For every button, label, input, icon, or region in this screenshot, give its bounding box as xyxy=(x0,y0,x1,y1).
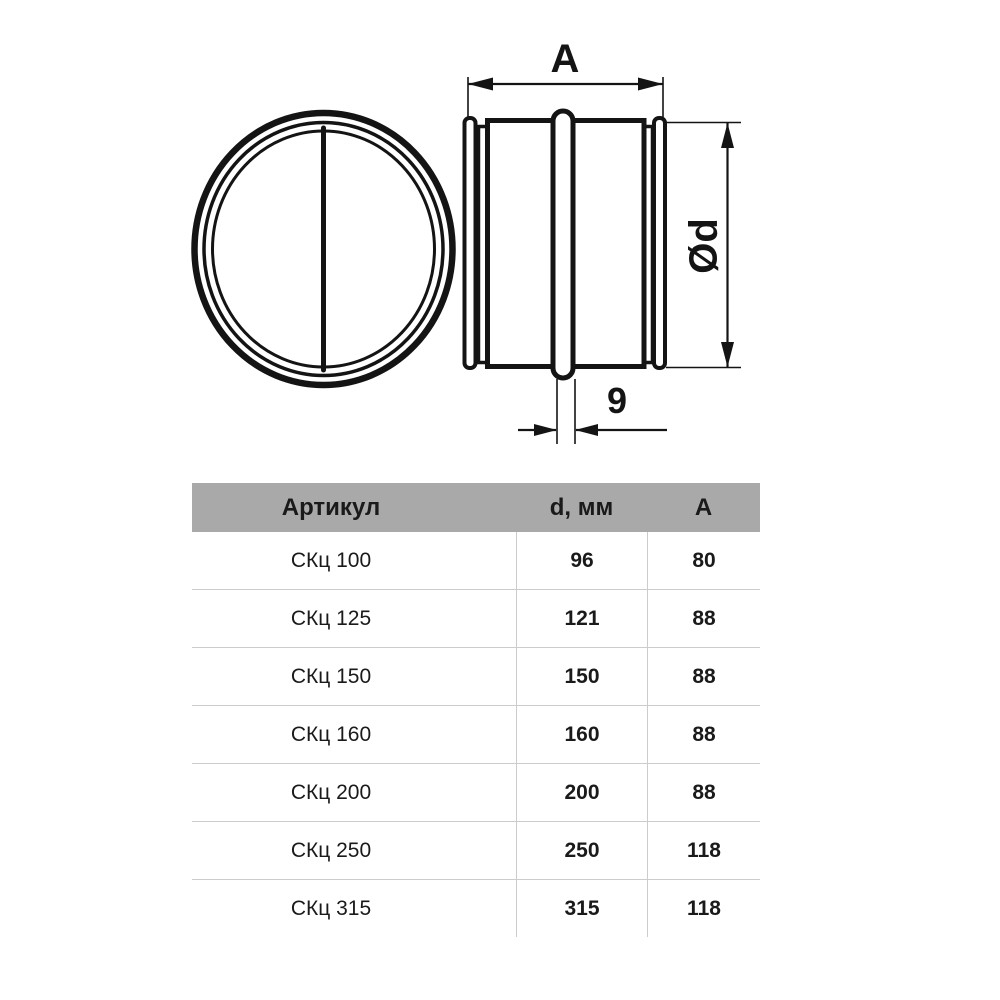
dimension-width-A xyxy=(468,37,663,117)
col-header-article: Артикул xyxy=(281,493,381,521)
table-row xyxy=(192,532,760,590)
cell-article: СКц 150 xyxy=(290,664,372,688)
left-lip-flange xyxy=(465,118,476,368)
cell-article: СКц 160 xyxy=(290,722,372,746)
dim-width-label: A xyxy=(550,37,580,81)
col-header-a: А xyxy=(694,493,713,521)
cell-a: 88 xyxy=(647,590,760,647)
cell-a: 88 xyxy=(647,648,760,705)
table-row xyxy=(192,764,760,822)
cell-article: СКц 100 xyxy=(290,548,372,572)
arrow-right-small-icon xyxy=(534,424,557,436)
center-bead-rib xyxy=(553,111,573,378)
table-row xyxy=(192,648,760,706)
arrow-down-icon xyxy=(721,342,734,367)
cell-d: 160 xyxy=(516,706,647,763)
arrow-up-icon xyxy=(721,123,734,148)
spec-table-header xyxy=(192,483,760,532)
dim-seam-label: 9 xyxy=(606,380,628,421)
table-row xyxy=(192,590,760,648)
cell-d: 121 xyxy=(516,590,647,647)
cell-d: 250 xyxy=(516,822,647,879)
table-row xyxy=(192,822,760,880)
spec-table xyxy=(192,483,760,937)
right-lip-flange xyxy=(654,118,665,368)
col-header-d: d, мм xyxy=(549,493,614,521)
front-view xyxy=(195,113,453,385)
cell-a: 118 xyxy=(647,880,760,937)
cell-a: 88 xyxy=(647,764,760,821)
technical-drawing xyxy=(0,0,1000,470)
cell-a: 80 xyxy=(647,532,760,589)
dimension-diameter-d xyxy=(666,123,741,368)
cell-a: 118 xyxy=(647,822,760,879)
dimension-seam-9 xyxy=(518,379,667,444)
dim-diameter-label: Ød xyxy=(682,218,726,274)
arrow-left-small-icon xyxy=(575,424,598,436)
cell-article: СКц 125 xyxy=(290,606,372,630)
arrow-left-icon xyxy=(468,78,493,91)
arrow-right-icon xyxy=(638,78,663,91)
cell-d: 150 xyxy=(516,648,647,705)
table-row xyxy=(192,706,760,764)
table-row xyxy=(192,880,760,937)
cell-article: СКц 200 xyxy=(290,780,372,804)
cell-d: 315 xyxy=(516,880,647,937)
cell-a: 88 xyxy=(647,706,760,763)
cell-article: СКц 250 xyxy=(290,838,372,862)
cell-article: СКц 315 xyxy=(290,896,372,920)
cell-d: 200 xyxy=(516,764,647,821)
side-view xyxy=(465,111,666,378)
cell-d: 96 xyxy=(516,532,647,589)
